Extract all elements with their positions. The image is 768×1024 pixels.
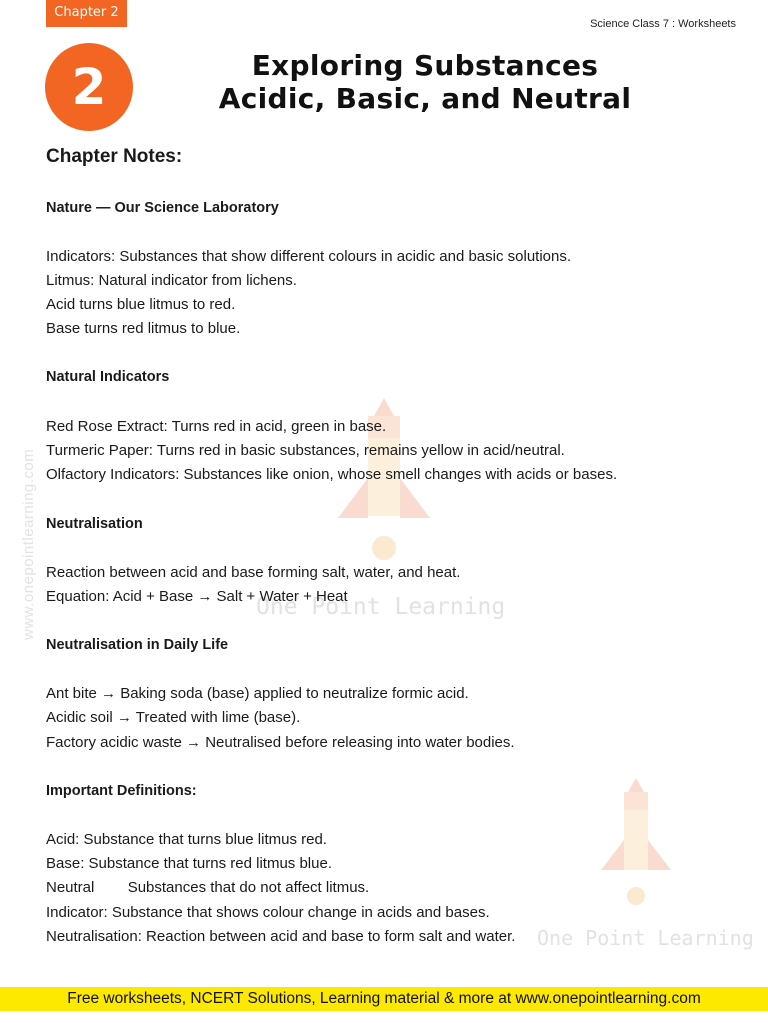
title-line-2: Acidic, Basic, and Neutral bbox=[218, 82, 632, 115]
note-line: Acidic soil → Treated with lime (base). bbox=[46, 709, 301, 726]
section-heading: Neutralisation in Daily Life bbox=[46, 637, 229, 653]
note-line: Base: Substance that turns red litmus blue. bbox=[46, 855, 332, 872]
note-line: Indicators: Substances that show different colours in acidic and basic solutions. bbox=[46, 248, 572, 265]
center-watermark-text: One Point Learning bbox=[256, 594, 506, 620]
notes-title: Chapter Notes: bbox=[46, 146, 183, 167]
note-line: Olfactory Indicators: Substances like onion, whose smell changes with acids or bases. bbox=[46, 466, 618, 483]
note-line: Indicator: Substance that shows colour change in acids and bases. bbox=[46, 904, 490, 921]
title-line-1: Exploring Substances bbox=[251, 49, 599, 82]
bottom-watermark-text: One Point Learning bbox=[537, 926, 754, 950]
section-heading: Neutralisation bbox=[46, 516, 143, 532]
rocket-watermark-icon bbox=[597, 778, 675, 913]
note-line: Acid: Substance that turns blue litmus red. bbox=[46, 831, 327, 848]
side-watermark: www.onepointlearning.com bbox=[20, 448, 37, 640]
note-line: Acid turns blue litmus to red. bbox=[46, 296, 236, 313]
note-line: Neutral Substances that do not affect litmus. bbox=[46, 879, 370, 896]
note-line: Ant bite → Baking soda (base) applied to neutralize formic acid. bbox=[46, 685, 469, 702]
note-line: Red Rose Extract: Turns red in acid, green in base. bbox=[46, 418, 387, 435]
section-heading: Important Definitions: bbox=[46, 783, 197, 799]
note-line: Neutralisation: Reaction between acid and base to form salt and water. bbox=[46, 928, 516, 945]
section-heading: Natural Indicators bbox=[46, 369, 170, 385]
note-line: Turmeric Paper: Turns red in basic substances, remains yellow in acid/neutral. bbox=[46, 442, 565, 459]
chapter-number-badge: 2 bbox=[45, 43, 133, 131]
section-heading: Nature — Our Science Laboratory bbox=[46, 200, 279, 216]
chapter-tag: Chapter 2 bbox=[46, 0, 127, 27]
note-line: Equation: Acid + Base → Salt + Water + Heat bbox=[46, 588, 348, 605]
note-line: Base turns red litmus to blue. bbox=[46, 320, 241, 337]
note-line: Litmus: Natural indicator from lichens. bbox=[46, 272, 297, 289]
footer-banner[interactable]: Free worksheets, NCERT Solutions, Learning material & more at www.onepointlearning.com bbox=[0, 987, 768, 1011]
note-line: Reaction between acid and base forming salt, water, and heat. bbox=[46, 564, 461, 581]
note-line: Factory acidic waste → Neutralised before releasing into water bodies. bbox=[46, 734, 515, 751]
series-label: Science Class 7 : Worksheets bbox=[590, 18, 736, 30]
